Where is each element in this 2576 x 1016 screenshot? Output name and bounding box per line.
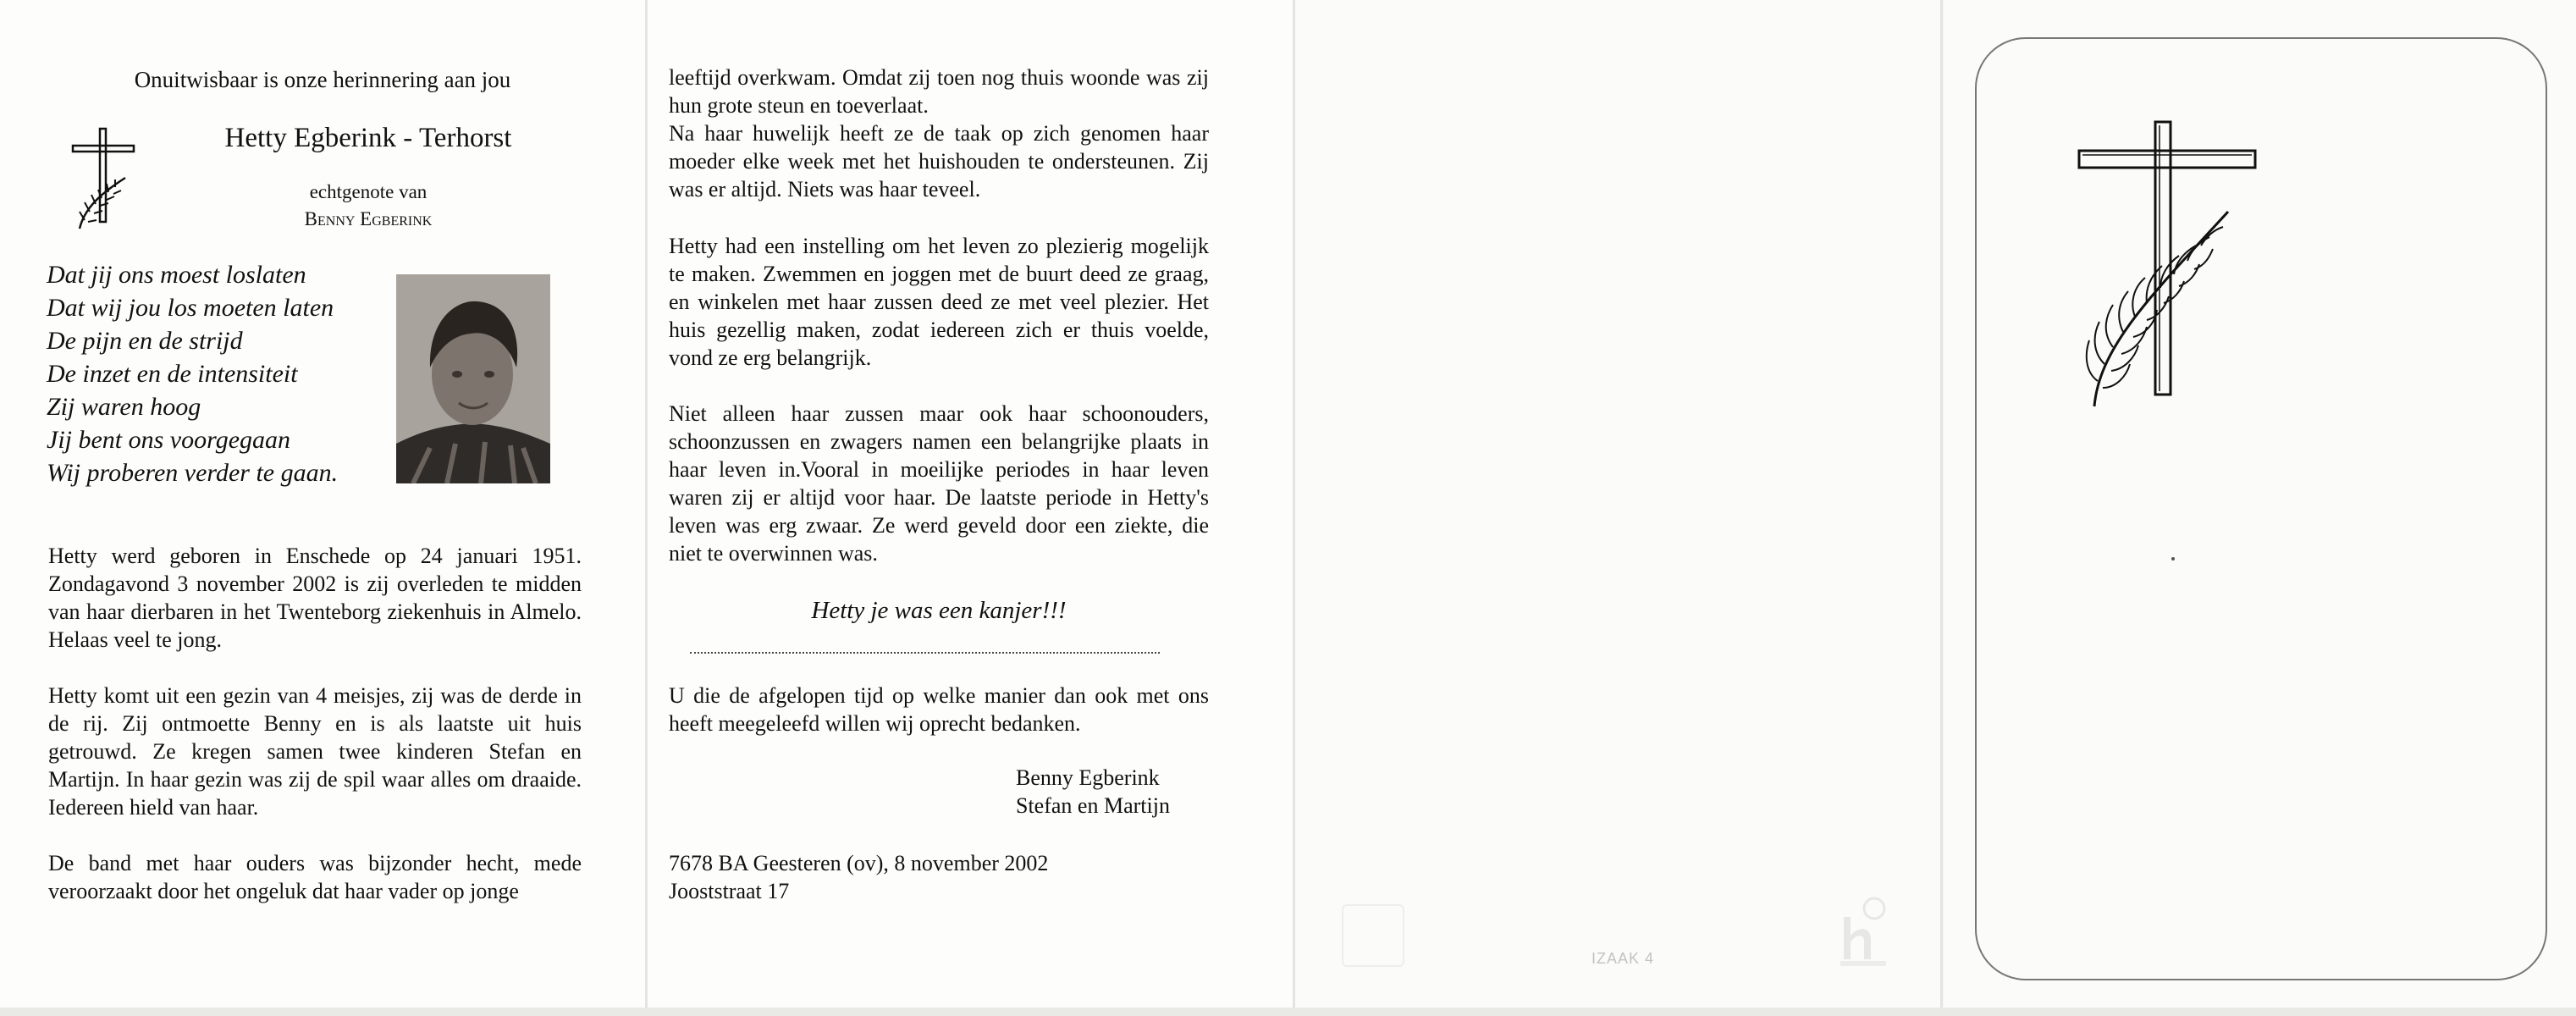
fold-line	[1940, 0, 1943, 1016]
card-panel-back	[1295, 0, 1940, 1008]
deceased-name: Hetty Egberink - Terhorst	[224, 123, 512, 153]
address-line: 7678 BA Geesteren (ov), 8 november 2002	[669, 851, 1049, 875]
card-panel-left	[0, 0, 645, 1008]
portrait-photo	[396, 274, 550, 483]
biography-paragraph: Hetty werd geboren in Enschede op 24 januari 1951. Zondagavond 3 november 2002 is zij overleden te midden van haar dierbaren in het Twenteborg ziekenhuis in Almelo. Helaas veel te jong.	[48, 544, 582, 652]
poem-line: Jij bent ons voorgegaan	[47, 426, 291, 454]
spouse-label: echtgenote van	[309, 181, 427, 202]
embossed-logo	[1837, 893, 1889, 968]
address-line: Jooststraat 17	[669, 879, 790, 903]
biography-paragraph: Hetty had een instelling om het leven zo plezierig mogelijk te maken. Zwemmen en joggen met de buurt deed ze graag, en winkelen met haar zussen deed ze met veel plezier. Het huis gezellig maken, zodat iedereen zich er thuis voelde, vond ze erg belangrijk.	[669, 234, 1209, 370]
cross-with-palm-icon	[2074, 119, 2264, 411]
spouse-name: Benny Egberink	[304, 208, 433, 229]
signature-line: Benny Egberink	[1016, 765, 1160, 790]
biography-paragraph: Hetty komt uit een gezin van 4 meisjes, zij was de derde in de rij. Zij ontmoette Benny en is als laatste uit huis getrouwd. Ze kregen samen twee kinderen Stefan en Martijn. In haar gezin was zij de spil waar alles om draaide. Iedereen hield van haar.	[48, 683, 582, 820]
poem-line: Zij waren hoog	[47, 393, 201, 421]
card-panel-inner	[648, 0, 1293, 1008]
poem-line: De inzet en de intensiteit	[47, 360, 298, 388]
signature-line: Stefan en Martijn	[1016, 793, 1170, 818]
biography-paragraph: Niet alleen haar zussen maar ook haar schoonouders, schoonzussen en zwagers namen een belangrijke plaats in haar leven in.Vooral in moeilijke periodes in haar leven waren zij er altijd voor haar. De laatste periode in Hetty's leven was erg zwaar. Ze werd geveld door een ziekte, die niet te overwinnen was.	[669, 401, 1209, 566]
biography-paragraph: De band met haar ouders was bijzonder hecht, mede veroorzaakt door het ongeluk dat haar vader op jonge	[48, 851, 582, 903]
biography-paragraph: leeftijd overkwam. Omdat zij toen nog thuis woonde was zij hun grote steun en toeverlaat.	[669, 65, 1209, 118]
biography-paragraph: Na haar huwelijk heeft ze de taak op zich genomen haar moeder elke week met het huishouden te ondersteunen. Zij was er altijd. Niets was haar teveel.	[669, 121, 1209, 202]
tribute-line: Hetty je was een kanjer!!!	[811, 597, 1067, 624]
poem-line: De pijn en de strijd	[47, 327, 243, 355]
page-edge	[0, 1008, 2576, 1016]
speck	[2171, 557, 2175, 560]
dotted-divider	[690, 652, 1160, 654]
printer-mark: IZAAK 4	[1591, 950, 1655, 967]
poem-line: Dat jij ons moest loslaten	[47, 261, 306, 289]
embossed-logo	[1342, 904, 1404, 967]
poem-line: Dat wij jou los moeten laten	[47, 294, 334, 322]
memorial-heading: Onuitwisbaar is onze herinnering aan jou	[134, 67, 511, 92]
thanks-paragraph: U die de afgelopen tijd op welke manier dan ook met ons heeft meegeleefd willen wij oprecht bedanken.	[669, 683, 1209, 736]
poem-line: Wij proberen verder te gaan.	[47, 459, 339, 487]
